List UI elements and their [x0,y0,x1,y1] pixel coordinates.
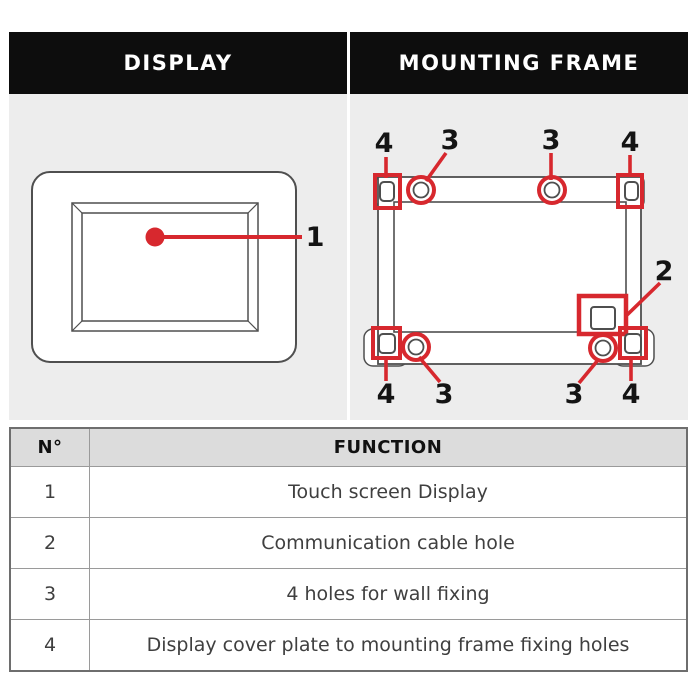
table-header-row [11,429,686,466]
cable-hole [591,307,615,329]
table-row [11,568,686,619]
callout-label-4-bottom-left: 4 [376,379,396,410]
callout-label-2: 2 [654,256,674,287]
display-screen-bezel-inner [82,213,248,321]
row-number-cell: 4 [11,620,90,670]
table-row [11,466,686,517]
callout-label-3-bottom-left: 3 [434,379,454,410]
mounting-frame-panel [350,94,688,420]
col-header-function: FUNCTION [333,437,443,458]
col-header-number: N° [11,429,90,466]
row-number-cell: 1 [11,467,90,517]
callout-label-4-bottom-right: 4 [621,379,641,410]
callout-label-1: 1 [305,222,325,253]
callout-label-3-top-left: 3 [440,125,460,156]
callout-label-3-top-right: 3 [541,125,561,156]
table-row [11,517,686,568]
row-number-cell: 3 [11,569,90,619]
display-header [9,32,347,94]
callout-label-4-top-left: 4 [374,128,394,159]
table-row [11,619,686,670]
mounting-frame-header-label: MOUNTING FRAME [398,51,640,75]
row-function-cell: 4 holes for wall fixing [286,583,490,605]
row-function-cell: Touch screen Display [288,481,488,503]
display-panel [9,94,347,420]
row-number-cell: 2 [11,518,90,568]
function-table [9,427,688,672]
callout-label-3-bottom-right: 3 [564,379,584,410]
row-function-cell: Communication cable hole [261,532,515,554]
display-diagram [9,94,347,420]
callout-label-4-top-right: 4 [620,127,640,158]
display-header-label: DISPLAY [123,51,233,75]
mounting-frame-header [350,32,688,94]
row-function-cell: Display cover plate to mounting frame fixing holes [146,634,630,656]
mounting-frame-diagram [350,94,688,420]
